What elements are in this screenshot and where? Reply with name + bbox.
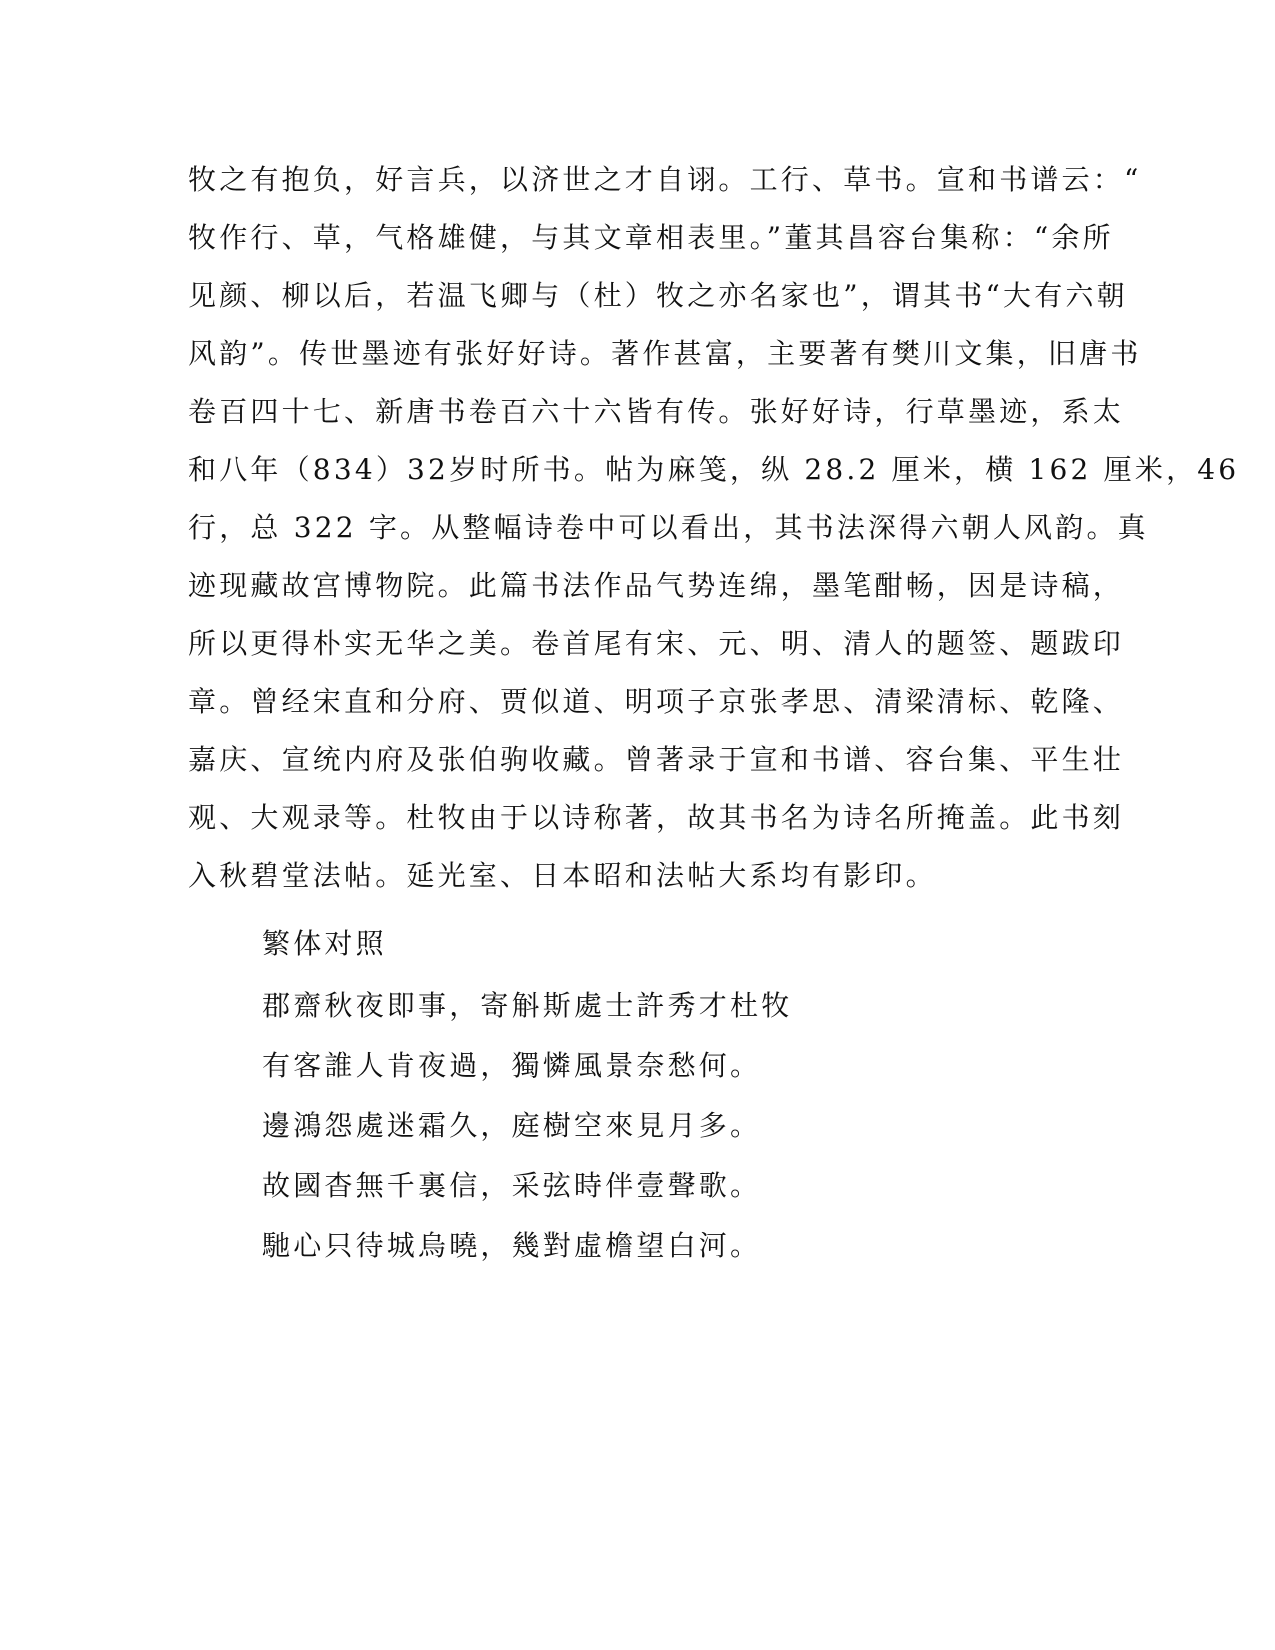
paragraph-line: 和八年（834）32岁时所书。帖为麻笺，纵 28.2 厘米，横 162 厘米，46 (188, 453, 1240, 486)
paragraph-line: 观、大观录等。杜牧由于以诗称著，故其书名为诗名所掩盖。此书刻 (188, 801, 1125, 834)
poem-line: 邊鴻怨處迷霜久，庭樹空來見月多。 (262, 1109, 762, 1142)
poem-line: 故國杳無千裏信，采弦時伴壹聲歌。 (262, 1169, 762, 1202)
paragraph-line: 所以更得朴实无华之美。卷首尾有宋、元、明、清人的题签、题跋印 (188, 627, 1125, 660)
paragraph-line: 牧作行、草，气格雄健，与其文章相表里。”董其昌容台集称：“余所 (188, 221, 1114, 254)
paragraph-line: 行，总 322 字。从整幅诗卷中可以看出，其书法深得六朝人风韵。真 (188, 511, 1149, 544)
paragraph-line: 嘉庆、宣统内府及张伯驹收藏。曾著录于宣和书谱、容台集、平生壮 (188, 743, 1125, 776)
paragraph-line: 入秋碧堂法帖。延光室、日本昭和法帖大系均有影印。 (188, 859, 937, 892)
paragraph-line: 见颜、柳以后，若温飞卿与（杜）牧之亦名家也”，谓其书“大有六朝 (188, 279, 1128, 312)
paragraph-line: 风韵”。传世墨迹有张好好诗。著作甚富，主要著有樊川文集，旧唐书 (188, 337, 1142, 370)
poem-line: 有客誰人肯夜過，獨憐風景奈愁何。 (262, 1049, 762, 1082)
paragraph-line: 迹现藏故宫博物院。此篇书法作品气势连绵，墨笔酣畅，因是诗稿， (188, 569, 1125, 602)
paragraph-line: 卷百四十七、新唐书卷百六十六皆有传。张好好诗，行草墨迹，系太 (188, 395, 1125, 428)
section-heading: 繁体对照 (262, 927, 387, 960)
paragraph-line: 牧之有抱负，好言兵，以济世之才自诩。工行、草书。宣和书谱云：“ (188, 163, 1142, 196)
paragraph-line: 章。曾经宋直和分府、贾似道、明项子京张孝思、清梁清标、乾隆、 (188, 685, 1125, 718)
poem-line: 馳心只待城烏曉，幾對虛檐望白河。 (262, 1229, 762, 1262)
poem-title: 郡齋秋夜即事，寄斛斯處士許秀才杜牧 (262, 989, 793, 1022)
